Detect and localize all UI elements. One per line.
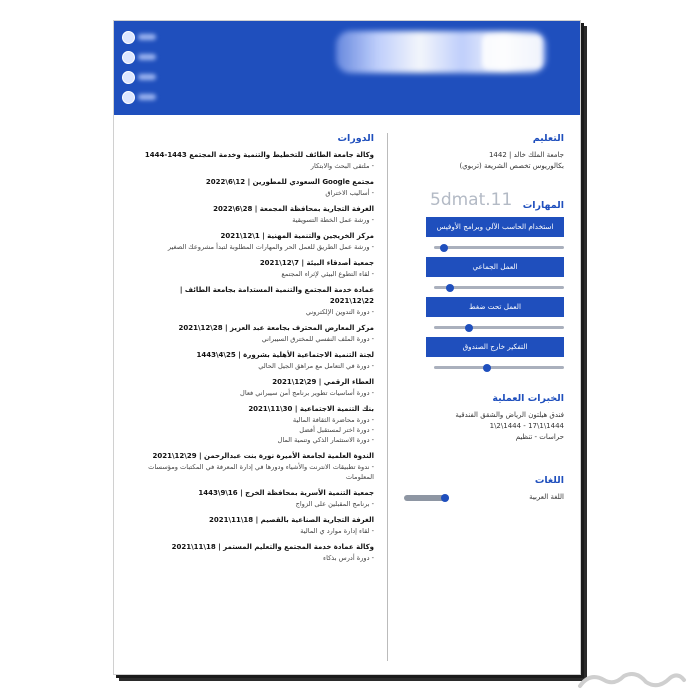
course-detail (134, 242, 374, 252)
course-detail-text: ورشة عمل الخطة التسويقية (292, 216, 370, 224)
course-title: الندوة العلمية لجامعة الأميرة نورة بنت عبدالرحمن | 29\12\2021 (152, 452, 374, 460)
course-item (134, 488, 374, 509)
experience-line: حراسات - تنظيم (515, 433, 564, 441)
languages-title: اللغات (534, 475, 564, 486)
site-logo (570, 668, 690, 694)
course-title: وكالة جامعة الطائف للتخطيط والتنمية وخدمة المجتمع 1443-1444 (144, 151, 374, 159)
course-title: الغرفة التجارية الصناعية بالقصيم | 18\11\2021 (209, 516, 374, 524)
education-line: بكالوريوس تخصص الشريعة (تربوي) (459, 162, 564, 170)
languages-list (404, 492, 564, 503)
skill-level-slider (434, 326, 564, 329)
course-detail (134, 526, 374, 536)
course-detail (134, 553, 374, 563)
blurred-contact (138, 94, 156, 100)
course-item (134, 323, 374, 344)
course-detail (134, 388, 374, 398)
course-title: جمعية التنمية الأسرية بمحافظة الخرج | 16\9\1443 (198, 489, 374, 497)
course-detail-text: دورة اختر لمستقبل أفضل (299, 426, 370, 434)
skill-item (404, 217, 564, 249)
course-item (134, 204, 374, 225)
course-detail-text: ندوة تطبيقات الانترنت والأشياء ودورها في إدارة المعرفة في المكتبات ومؤسسات المعلومات (148, 463, 374, 481)
skill-label: العمل تحت ضغط (426, 297, 564, 317)
bullet-dash: - (369, 335, 374, 343)
course-detail (134, 334, 374, 344)
course-detail-text: أساليب الاختراق (325, 189, 370, 197)
course-detail-text: ملتقى البحث والابتكار (310, 162, 370, 170)
skill-label: التفكير خارج الصندوق (426, 337, 564, 357)
languages-section (404, 475, 564, 503)
course-title: الغرفة التجارية بمحافظة المجمعة | 28\6\2022 (213, 205, 374, 213)
course-detail (134, 425, 374, 435)
slider-knob (446, 284, 454, 292)
bullet-dash: - (369, 426, 374, 434)
bullet-dash: - (369, 216, 374, 224)
contact-item (122, 47, 156, 67)
course-detail (134, 188, 374, 198)
bullet-dash: - (369, 243, 374, 251)
course-detail-text: دورة في التعامل مع مراهق الجيل الحالي (258, 362, 370, 370)
slider-knob (440, 244, 448, 252)
contact-item (122, 27, 156, 47)
bullet-dash: - (369, 362, 374, 370)
education-section (404, 133, 564, 172)
course-detail-text: دورة الاستثمار الذكي وتنمية المال (277, 436, 370, 444)
education-title: التعليم (532, 133, 564, 144)
bullet-dash: - (369, 500, 374, 508)
course-detail (134, 499, 374, 509)
course-detail-text: لقاء إدارة موارد ي المالية (300, 527, 370, 535)
education-line: جامعة الملك خالد | 1442 (488, 151, 564, 159)
courses-list (134, 150, 374, 563)
skills-title: المهارات (522, 200, 564, 211)
contact-icons (122, 27, 156, 107)
course-detail-text: ورشة عمل الطريق للعمل الحر والمهارات المطلوبة لتبدأ مشروعك الصغير (167, 243, 370, 251)
slider-knob (483, 364, 491, 372)
skill-label: استخدام الحاسب الآلي وبرامج الأوفيس (426, 217, 564, 237)
course-item (134, 258, 374, 279)
course-item (134, 350, 374, 371)
location-icon (122, 71, 135, 84)
course-detail (134, 462, 374, 482)
course-title: وكالة عمادة خدمة المجتمع والتعليم المستمر | 18\11\2021 (171, 543, 374, 551)
language-label: اللغة العربية (529, 493, 564, 501)
course-item (134, 231, 374, 252)
course-detail (134, 435, 374, 445)
course-detail-text: دورة أساسيات تطوير برنامج أمن سيبراني فعال (240, 389, 370, 397)
bullet-dash: - (369, 189, 374, 197)
bullet-dash: - (369, 389, 374, 397)
course-item (134, 377, 374, 398)
course-detail (134, 415, 374, 425)
watermark-text: 5dmat.11 (430, 190, 513, 210)
course-detail-text: برنامج المقبلين على الزواج (295, 500, 370, 508)
blurred-contact (138, 54, 156, 60)
contact-item (122, 67, 156, 87)
course-item (134, 404, 374, 445)
bullet-dash: - (369, 416, 374, 424)
skill-item (404, 297, 564, 329)
course-title: لجنة التنمية الاجتماعية الأهلية بشرورة | 25\4\1443 (196, 351, 374, 359)
email-icon (122, 51, 135, 64)
language-level-bar (404, 495, 449, 501)
experience-line: فندق هيلتون الرياض والشقق الفندقية (455, 411, 564, 419)
course-detail-text: دورة الملف النفسي للمخترق السيبراني (261, 335, 370, 343)
course-title: العطاء الرقمي | 29\12\2021 (272, 378, 374, 386)
right-column (404, 133, 564, 503)
course-item (134, 150, 374, 171)
course-detail (134, 215, 374, 225)
skill-level-slider (434, 246, 564, 249)
bullet-dash: - (369, 463, 374, 471)
course-detail-text: لقاء التطوع البيئي لإثراء المجتمع (281, 270, 370, 278)
blurred-name-part (482, 35, 542, 69)
cv-page (113, 20, 581, 675)
courses-section (134, 133, 374, 569)
bullet-dash: - (369, 527, 374, 535)
bullet-dash: - (369, 308, 374, 316)
language-level-knob (441, 494, 449, 502)
course-item (134, 177, 374, 198)
skill-item (404, 337, 564, 369)
cv-header (114, 21, 580, 115)
link-icon (122, 91, 135, 104)
bullet-dash: - (369, 554, 374, 562)
bullet-dash: - (369, 270, 374, 278)
slider-knob (465, 324, 473, 332)
experience-line: 1444\1\17 - 1444\2\1 (489, 422, 564, 430)
course-detail-text: دورة محاضرة الثقافة المالية (292, 416, 370, 424)
course-title: جمعية أصدقاء البيئة | 7\12\2021 (259, 259, 374, 267)
course-title: مجتمع Google السعودي للمطورين | 12\6\2022 (205, 178, 374, 186)
course-detail (134, 361, 374, 371)
course-title: مركز المعارض المحترف بجامعة عبد العزيز | 28\12\2021 (178, 324, 374, 332)
skill-label: العمل الجماعي (426, 257, 564, 277)
course-item (134, 515, 374, 536)
skills-section (404, 200, 564, 369)
experience-title: الخبرات العملية (492, 393, 564, 404)
blurred-contact (138, 34, 156, 40)
course-detail-text: دورة التدوين الإلكتروني (305, 308, 370, 316)
course-detail (134, 269, 374, 279)
blurred-contact (138, 74, 156, 80)
course-detail (134, 307, 374, 317)
experience-section (404, 393, 564, 443)
phone-icon (122, 31, 135, 44)
course-title: بنك التنمية الاجتماعية | 30\11\2021 (248, 405, 374, 413)
bullet-dash: - (369, 436, 374, 444)
skill-level-slider (434, 366, 564, 369)
contact-item (122, 87, 156, 107)
bullet-dash: - (369, 162, 374, 170)
column-divider (387, 133, 388, 661)
courses-title: الدورات (337, 133, 374, 144)
course-item (134, 542, 374, 563)
skill-level-slider (434, 286, 564, 289)
course-detail-text: دورة أدرس بذكاء (323, 554, 370, 562)
language-item (404, 492, 564, 503)
skill-item (404, 257, 564, 289)
course-detail (134, 161, 374, 171)
course-title: مركز الخريجين والتنمية المهنية | 1\12\2021 (220, 232, 374, 240)
course-item (134, 451, 374, 482)
course-item (134, 285, 374, 317)
skills-list (404, 217, 564, 369)
course-title: عمادة خدمة المجتمع والتنمية المستدامة بجامعة الطائف | 22\12\2021 (179, 286, 374, 305)
